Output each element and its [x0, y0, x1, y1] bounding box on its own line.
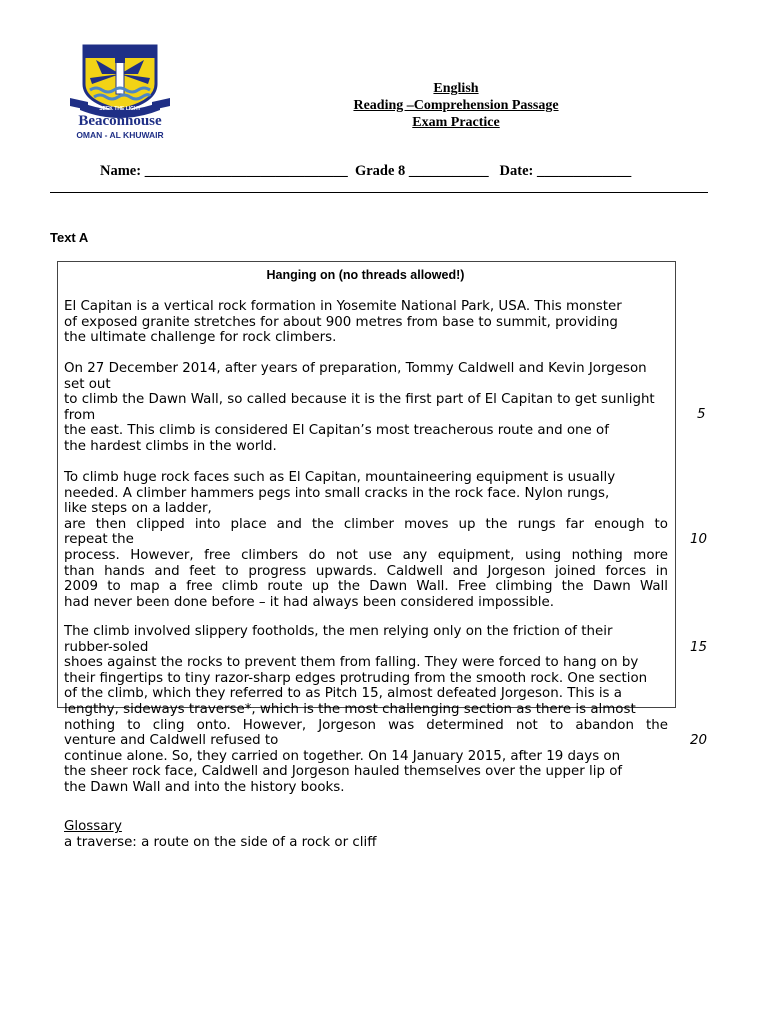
line-number-10: 10 [690, 532, 708, 547]
paragraph-2 [64, 361, 668, 455]
passage-line: to climb the Dawn Wall, so called because it is the first part of El Capitan to get sunlight [64, 392, 655, 408]
passage-line: the sheer rock face, Caldwell and Jorgeson hauled themselves over the upper lip of [64, 764, 623, 780]
line-number-20: 20 [690, 733, 708, 748]
passage-line: set out [64, 376, 111, 392]
paragraph-3 [64, 470, 668, 610]
passage-line: like steps on a ladder, [64, 501, 212, 517]
passage-line: the Dawn Wall and into the history books. [64, 779, 345, 795]
passage-line: their fingertips to tiny razor-sharp edges protruding from the smooth rock. One section [64, 670, 648, 686]
passage-line: rubber-soled [64, 639, 149, 655]
passage-line: The climb involved slippery footholds, the men relying only on the friction of their [64, 624, 613, 639]
passage-line: continue alone. So, they carried on together. On 14 January 2015, after 19 days on [64, 748, 621, 764]
passage-line: repeat the [64, 532, 134, 548]
glossary-heading: Glossary [64, 819, 122, 834]
passage-line: El Capitan is a vertical rock formation in Yosemite National Park, USA. This monster [64, 299, 622, 314]
passage-line: lengthy, sideways traverse*, which is the most challenging section as there is almost [64, 701, 636, 717]
passage-line: are then clipped into place and the climber moves up the rungs far enough to [64, 516, 668, 532]
passage-line: To climb huge rock faces such as El Capitan, mountaineering equipment is usually [64, 470, 616, 485]
passage-line: nothing to cling onto. However, Jorgeson was determined not to abandon the [64, 717, 668, 733]
passage-line: venture and Caldwell refused to [64, 733, 279, 749]
header-divider [50, 192, 708, 193]
line-number-15: 15 [690, 640, 708, 655]
paragraph-1 [64, 299, 668, 346]
logo-school-name: Beaconhouse [78, 113, 162, 129]
passage-line: of exposed granite stretches for about 900 metres from base to summit, providing [64, 314, 618, 330]
subject-title: English [433, 81, 479, 96]
passage-line: On 27 December 2014, after years of preparation, Tommy Caldwell and Kevin Jorgeson [64, 361, 647, 376]
paragraph-4 [64, 624, 668, 796]
student-info-line: Name: ____________________________ Grade 8 ___________ Date: _____________ [100, 163, 632, 179]
passage-line: process. However, free climbers do not use any equipment, using nothing more [64, 547, 668, 563]
logo-motto: SEEK THE LIGHT [99, 106, 141, 112]
passage-line: 2009 to map a free climb route up the Dawn Wall. Free climbing the Dawn Wall [64, 579, 668, 595]
glossary-entry: a traverse: a route on the side of a rock or cliff [64, 835, 377, 850]
passage-line: than hands and feet to progress upwards. Caldwell and Jorgeson joined forces in [64, 563, 668, 579]
document-header [300, 80, 612, 131]
text-label: Text A [50, 230, 89, 245]
passage-line: shoes against the rocks to prevent them from falling. They were forced to hang on by [64, 655, 639, 671]
passage-line: the hardest climbs in the world. [64, 438, 277, 454]
passage-line: the ultimate challenge for rock climbers. [64, 330, 337, 346]
logo-campus: OMAN - AL KHUWAIR [76, 130, 164, 140]
passage-line: needed. A climber hammers pegs into small cracks in the rock face. Nylon rungs, [64, 485, 610, 501]
passage-line: the east. This climb is considered El Capitan’s most treacherous route and one of [64, 423, 609, 439]
document-subtitle: Exam Practice [412, 115, 500, 130]
passage-line: from [64, 407, 96, 423]
school-logo [66, 44, 174, 142]
document-title: Reading –Comprehension Passage [353, 98, 559, 113]
passage-line: had never been done before – it had always been considered impossible. [64, 594, 554, 610]
passage-title: Hanging on (no threads allowed!) [266, 268, 465, 282]
passage-line: of the climb, which they referred to as Pitch 15, almost defeated Jorgeson. This is a [64, 686, 622, 702]
line-number-5: 5 [697, 407, 706, 422]
